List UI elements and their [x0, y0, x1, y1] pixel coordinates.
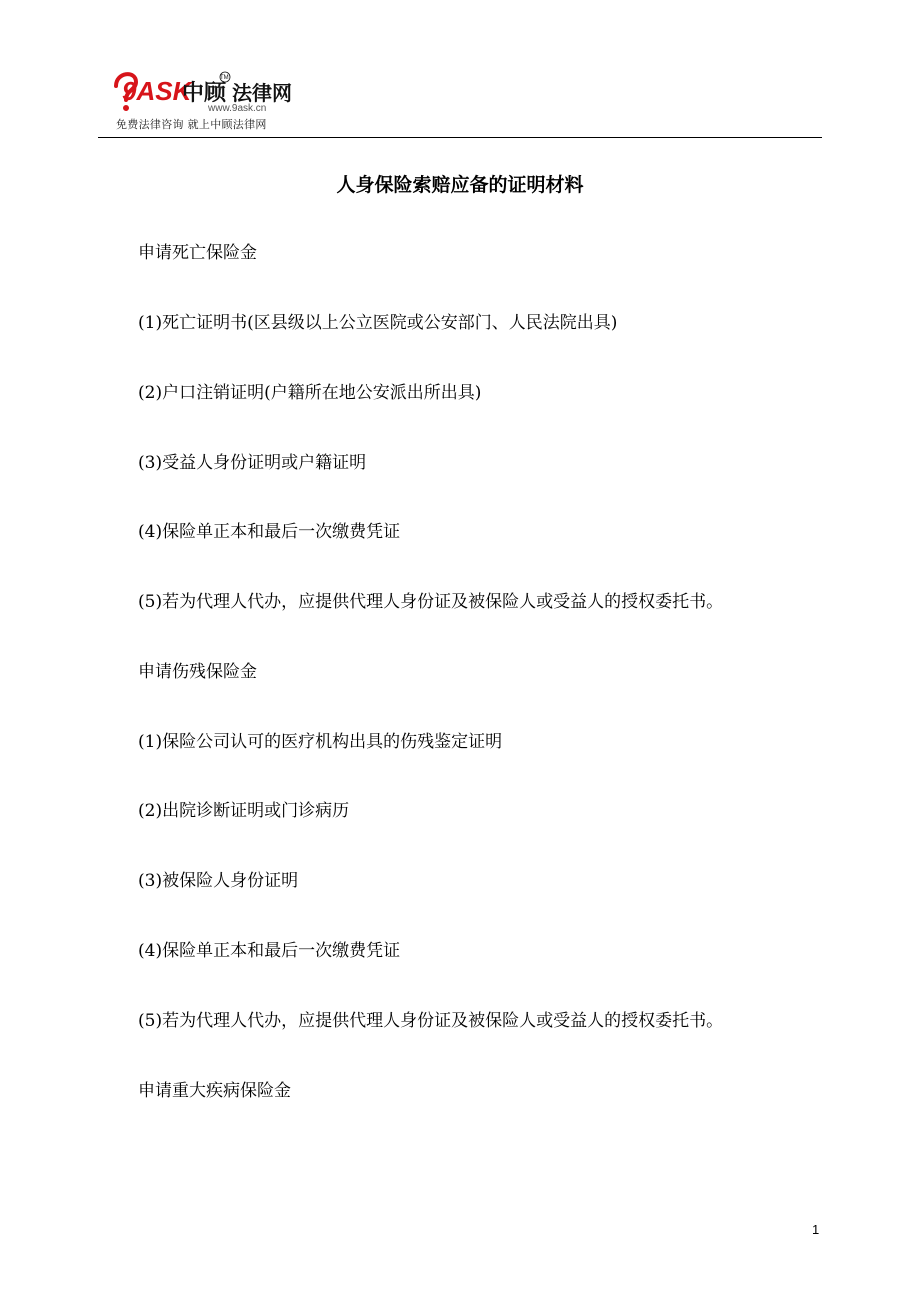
section-heading-critical-illness-benefit: 申请重大疾病保险金 [138, 1081, 291, 1101]
list-item: (2)出院诊断证明或门诊病历 [138, 801, 350, 821]
logo-url: www.9ask.cn [208, 103, 267, 114]
logo-tm: TM [220, 75, 229, 81]
list-item: (5)若为代理人代办，应提供代理人身份证及被保险人或受益人的授权委托书。 [138, 1011, 724, 1031]
logo-brand-cn: 中顾 [182, 81, 227, 106]
list-item: (5)若为代理人代办，应提供代理人身份证及被保险人或受益人的授权委托书。 [138, 592, 724, 612]
list-item: (3)被保险人身份证明 [138, 871, 299, 891]
page-header [112, 66, 372, 132]
logo-site-name: 法律网 [232, 81, 292, 105]
document-title: 人身保险索赔应备的证明材料 [336, 174, 584, 196]
header-tagline: 免费法律咨询 就上中顾法律网 [116, 118, 267, 131]
list-item: (3)受益人身份证明或户籍证明 [138, 453, 367, 473]
9ask-logo [112, 66, 312, 116]
list-item: (1)保险公司认可的医疗机构出具的伤残鉴定证明 [138, 732, 503, 752]
section-heading-disability-benefit: 申请伤残保险金 [138, 662, 257, 682]
list-item: (4)保险单正本和最后一次缴费凭证 [138, 522, 401, 542]
list-item: (4)保险单正本和最后一次缴费凭证 [138, 941, 401, 961]
section-heading-death-benefit: 申请死亡保险金 [138, 243, 257, 263]
logo-brand-latin: 9ASK [122, 76, 192, 106]
list-item: (2)户口注销证明(户籍所在地公安派出所出具) [138, 383, 482, 403]
header-divider [98, 137, 822, 138]
list-item: (1)死亡证明书(区县级以上公立医院或公安部门、人民法院出具) [138, 313, 618, 333]
page-number: 1 [812, 1222, 820, 1237]
